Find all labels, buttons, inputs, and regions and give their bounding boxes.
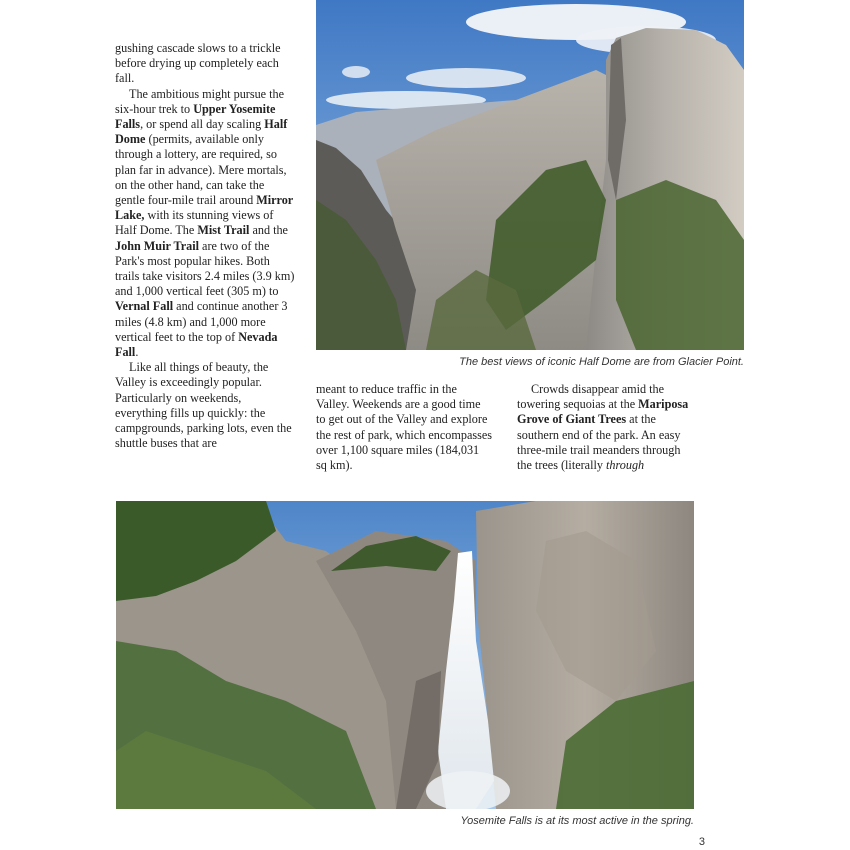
left-text-column: [115, 41, 295, 451]
bold-mist-trail: Mist Trail: [197, 223, 250, 238]
right-text-column: [517, 382, 697, 473]
yosemite-falls-photo: [116, 501, 694, 809]
text-run: with its stunning views of Half Dome. The: [115, 208, 274, 238]
bold-upper-yosemite-falls: Upper Yosemite Falls: [115, 101, 276, 132]
caption-half-dome: The best views of iconic Half Dome are from Glacier Point.: [459, 356, 744, 368]
bold-mariposa-grove: Mariposa Grove of Giant Trees: [517, 397, 689, 427]
right-paragraph-1: [517, 382, 697, 473]
left-paragraph-1: gushing cascade slows to a trickle before drying up completely each fall.: [115, 41, 281, 86]
bold-nevada-fall: Nevada Fall: [115, 329, 278, 360]
text-run: and the: [249, 223, 288, 238]
text-run: are two of the Park's most popular hikes. Both trails take visitors 2.4 miles (3.9 km) and 1,000 vertical feet (305 m) to: [115, 238, 295, 299]
italic-through: through: [606, 458, 645, 473]
text-run: (permits, available only through a lottery, are required, so plan far in advance). Mere mortals, on the other hand, can take the gentle four-mile trail around: [115, 132, 287, 208]
text-run: and continue another 3 miles (4.8 km) and 1,000 more vertical feet to the top of: [115, 299, 288, 344]
bold-mirror-lake: Mirror Lake,: [115, 193, 293, 223]
middle-text-column: [316, 382, 492, 473]
text-run: , or spend all day scaling: [140, 117, 265, 132]
left-paragraph-3: Like all things of beauty, the Valley is exceedingly popular. Particularly on weekends, everything fills up quickly: the campgrounds, parking lots, even the shuttle buses that are: [115, 360, 292, 451]
text-run: The ambitious might pursue the six-hour trek to: [115, 86, 285, 116]
text-run: at the southern end of the park. An easy three-mile trail meanders through the trees (literally: [517, 412, 681, 473]
bold-half-dome: Half Dome: [115, 117, 288, 147]
page-number: 3: [698, 836, 705, 848]
middle-paragraph-1: meant to reduce traffic in the Valley. Weekends are a good time to get out of the Valley and explore the rest of park, which encompasses over 1,100 square miles (184,031 sq km).: [316, 382, 492, 473]
text-run: Crowds disappear amid the towering sequoias at the: [517, 382, 665, 412]
bold-vernal-fall: Vernal Fall: [115, 299, 174, 314]
bold-john-muir-trail: John Muir Trail: [115, 238, 199, 253]
left-paragraph-2: [115, 87, 295, 361]
text-run: .: [135, 345, 139, 360]
half-dome-photo: [316, 0, 744, 350]
caption-yosemite-falls: Yosemite Falls is at its most active in the spring.: [460, 815, 694, 827]
